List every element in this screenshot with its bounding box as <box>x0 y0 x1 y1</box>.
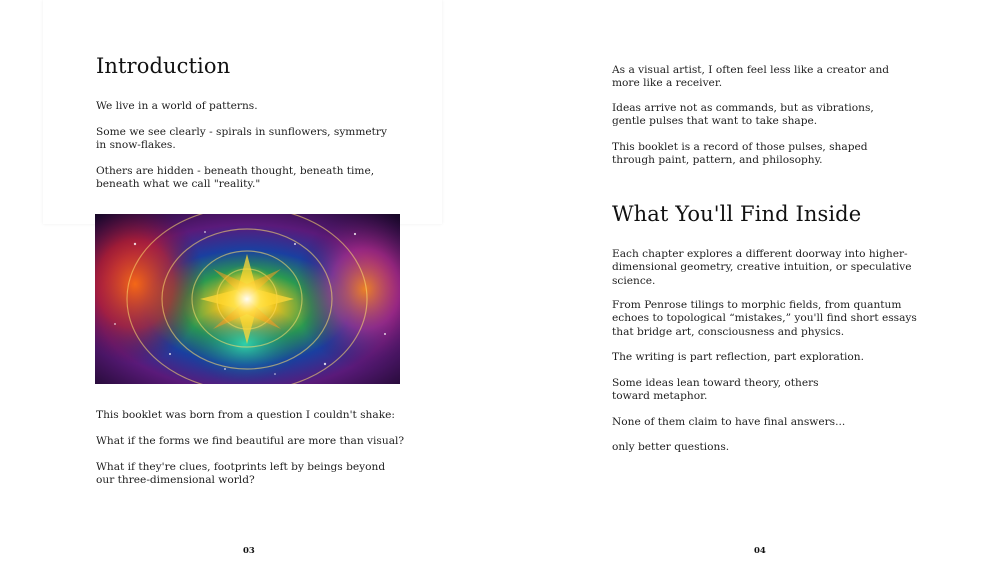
page-title: Introduction <box>96 54 231 78</box>
section-paragraph-4: Some ideas lean toward theory, others toward metaphor. <box>612 377 819 403</box>
intro-paragraph-3: Others are hidden - beneath thought, beneath time, beneath what we call "reality." <box>96 165 375 191</box>
closing-paragraph-3: What if they're clues, footprints left by beings beyond our three-dimensional world? <box>96 461 386 487</box>
section-paragraph-6: only better questions. <box>612 441 730 453</box>
artist-paragraph-1: As a visual artist, I often feel less like a creator and more like a receiver. <box>612 64 890 90</box>
left-page <box>0 0 502 565</box>
section-paragraph-3: The writing is part reflection, part exploration. <box>612 351 864 363</box>
fractal-artwork-image <box>95 214 400 384</box>
section-paragraph-2: From Penrose tilings to morphic fields, from quantum echoes to topological “mistakes,” you'll find short essays that bridge art, consciousness and physics. <box>612 299 917 338</box>
intro-paragraph-1: We live in a world of patterns. <box>96 100 258 112</box>
section-paragraph-5: None of them claim to have final answers... <box>612 416 846 428</box>
artist-paragraph-3: This booklet is a record of those pulses, shaped through paint, pattern, and philosophy. <box>612 141 868 167</box>
right-page <box>502 0 1005 565</box>
page-number-left: 03 <box>243 546 255 556</box>
fractal-mandala-illustration <box>95 214 400 384</box>
section-paragraph-1: Each chapter explores a different doorway into higher-dimensional geometry, creative intuition, or speculative science. <box>612 248 912 287</box>
artist-paragraph-2: Ideas arrive not as commands, but as vibrations, gentle pulses that want to take shape. <box>612 102 874 128</box>
section-heading: What You'll Find Inside <box>612 202 862 226</box>
page-number-right: 04 <box>754 546 766 556</box>
closing-paragraph-1: This booklet was born from a question I couldn't shake: <box>96 409 395 421</box>
intro-paragraph-2: Some we see clearly - spirals in sunflowers, symmetry in snow-flakes. <box>96 126 387 152</box>
closing-paragraph-2: What if the forms we find beautiful are more than visual? <box>96 435 405 447</box>
